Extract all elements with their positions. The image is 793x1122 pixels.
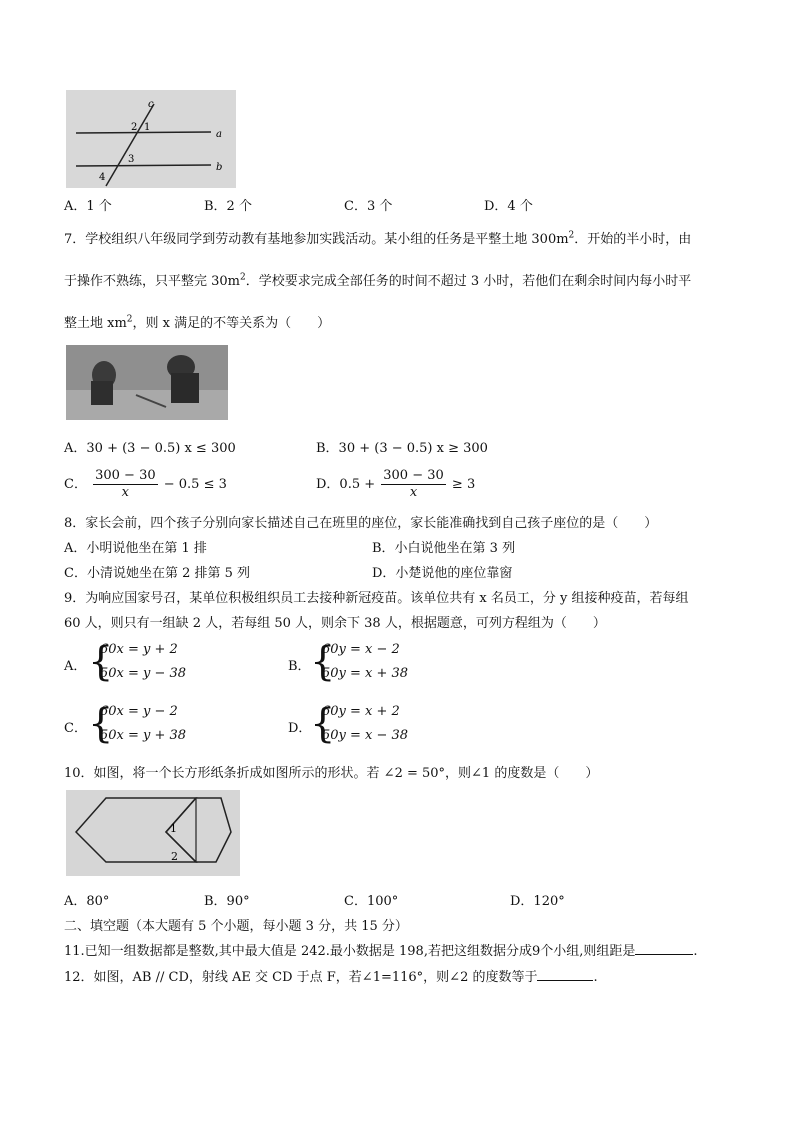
q7-option-a[interactable]: A．30 + (3 − 0.5) x ≤ 300 — [64, 441, 236, 456]
folded-strip-diagram — [66, 790, 240, 876]
q8-option-d[interactable]: D．小楚说他的座位靠窗 — [372, 566, 513, 581]
q9-line1: 9．为响应国家号召，某单位积极组织员工去接种新冠疫苗。该单位共有 x 名员工，分 y 组接种疫苗，若每组 — [64, 591, 689, 606]
q6-option-d[interactable]: D．4 个 — [484, 199, 533, 214]
q7-line3: 整土地 $xm^2$，则 x 满足的不等关系为（ ） — [64, 314, 331, 331]
q10-option-d[interactable]: D．120° — [510, 894, 565, 909]
q10-stem: 10．如图，将一个长方形纸条折成如图所示的形状。若 ∠2 = 50°，则∠1 的度数是（ ） — [64, 766, 599, 781]
q7-option-b[interactable]: B．30 + (3 − 0.5) x ≥ 300 — [316, 441, 488, 456]
q11: 11.已知一组数据都是整数,其中最大值是 242.最小数据是 198,若把这组数据分成9个小组,则组距是 . — [64, 944, 698, 959]
q8-option-b[interactable]: B．小白说他坐在第 3 列 — [372, 541, 516, 556]
q10-option-a[interactable]: A．80° — [64, 894, 110, 909]
label-3: 3 — [128, 154, 135, 165]
q7-photo — [66, 345, 228, 420]
label-2: 2 — [131, 122, 138, 133]
q10-figure — [66, 790, 240, 876]
q11-answer-blank[interactable] — [635, 942, 693, 955]
label-b: b — [216, 162, 223, 173]
section-title: 二、填空题（本大题有 5 个小题，每小题 3 分，共 15 分） — [64, 919, 408, 934]
q6-option-c[interactable]: C．3 个 — [344, 199, 393, 214]
q6-figure — [66, 90, 236, 188]
q7-option-d[interactable]: D．0.5 + $\frac{300 - 30}{x}$ ≥ 3 — [316, 468, 476, 500]
label-c: c — [148, 99, 154, 110]
label-a: a — [216, 129, 222, 140]
q8-stem: 8．家长会前，四个孩子分别向家长描述自己在班里的座位，家长能准确找到自己孩子座位的是（ ） — [64, 516, 658, 531]
angle-2-label: 2 — [171, 850, 178, 863]
q9-line2: 60 人，则只有一组缺 2 人，若每组 50 人，则余下 38 人，根据题意，可列方程组为（ ） — [64, 616, 606, 631]
parallel-lines-diagram — [66, 90, 236, 188]
q8-option-a[interactable]: A．小明说他坐在第 1 排 — [64, 541, 207, 556]
q7-option-c[interactable]: C． $\frac{300 - 30}{x}$ − 0.5 ≤ 3 — [64, 468, 227, 500]
angle-1-label: 1 — [170, 822, 177, 835]
q6-option-b[interactable]: B．2 个 — [204, 199, 252, 214]
label-4: 4 — [99, 172, 106, 183]
q10-option-c[interactable]: C．100° — [344, 894, 399, 909]
label-1: 1 — [144, 122, 151, 133]
q7-line1: 7．学校组织八年级同学到劳动教有基地参加实践活动。某小组的任务是平整土地 $300m^2$．开始的半小时，由 — [64, 230, 692, 247]
q6-option-a[interactable]: A．1 个 — [64, 199, 112, 214]
q12-answer-blank[interactable] — [537, 968, 593, 981]
q8-option-c[interactable]: C．小清说她坐在第 2 排第 5 列 — [64, 566, 251, 581]
q7-line2: 于操作不熟练，只平整完 $30m^2$．学校要求完成全部任务的时间不超过 3 小时，若他们在剩余时间内每小时平 — [64, 272, 692, 289]
q12: 12．如图，AB // CD，射线 AE 交 CD 于点 F，若∠1=116°，则∠2 的度数等于 . — [64, 970, 598, 985]
q10-option-b[interactable]: B．90° — [204, 894, 250, 909]
